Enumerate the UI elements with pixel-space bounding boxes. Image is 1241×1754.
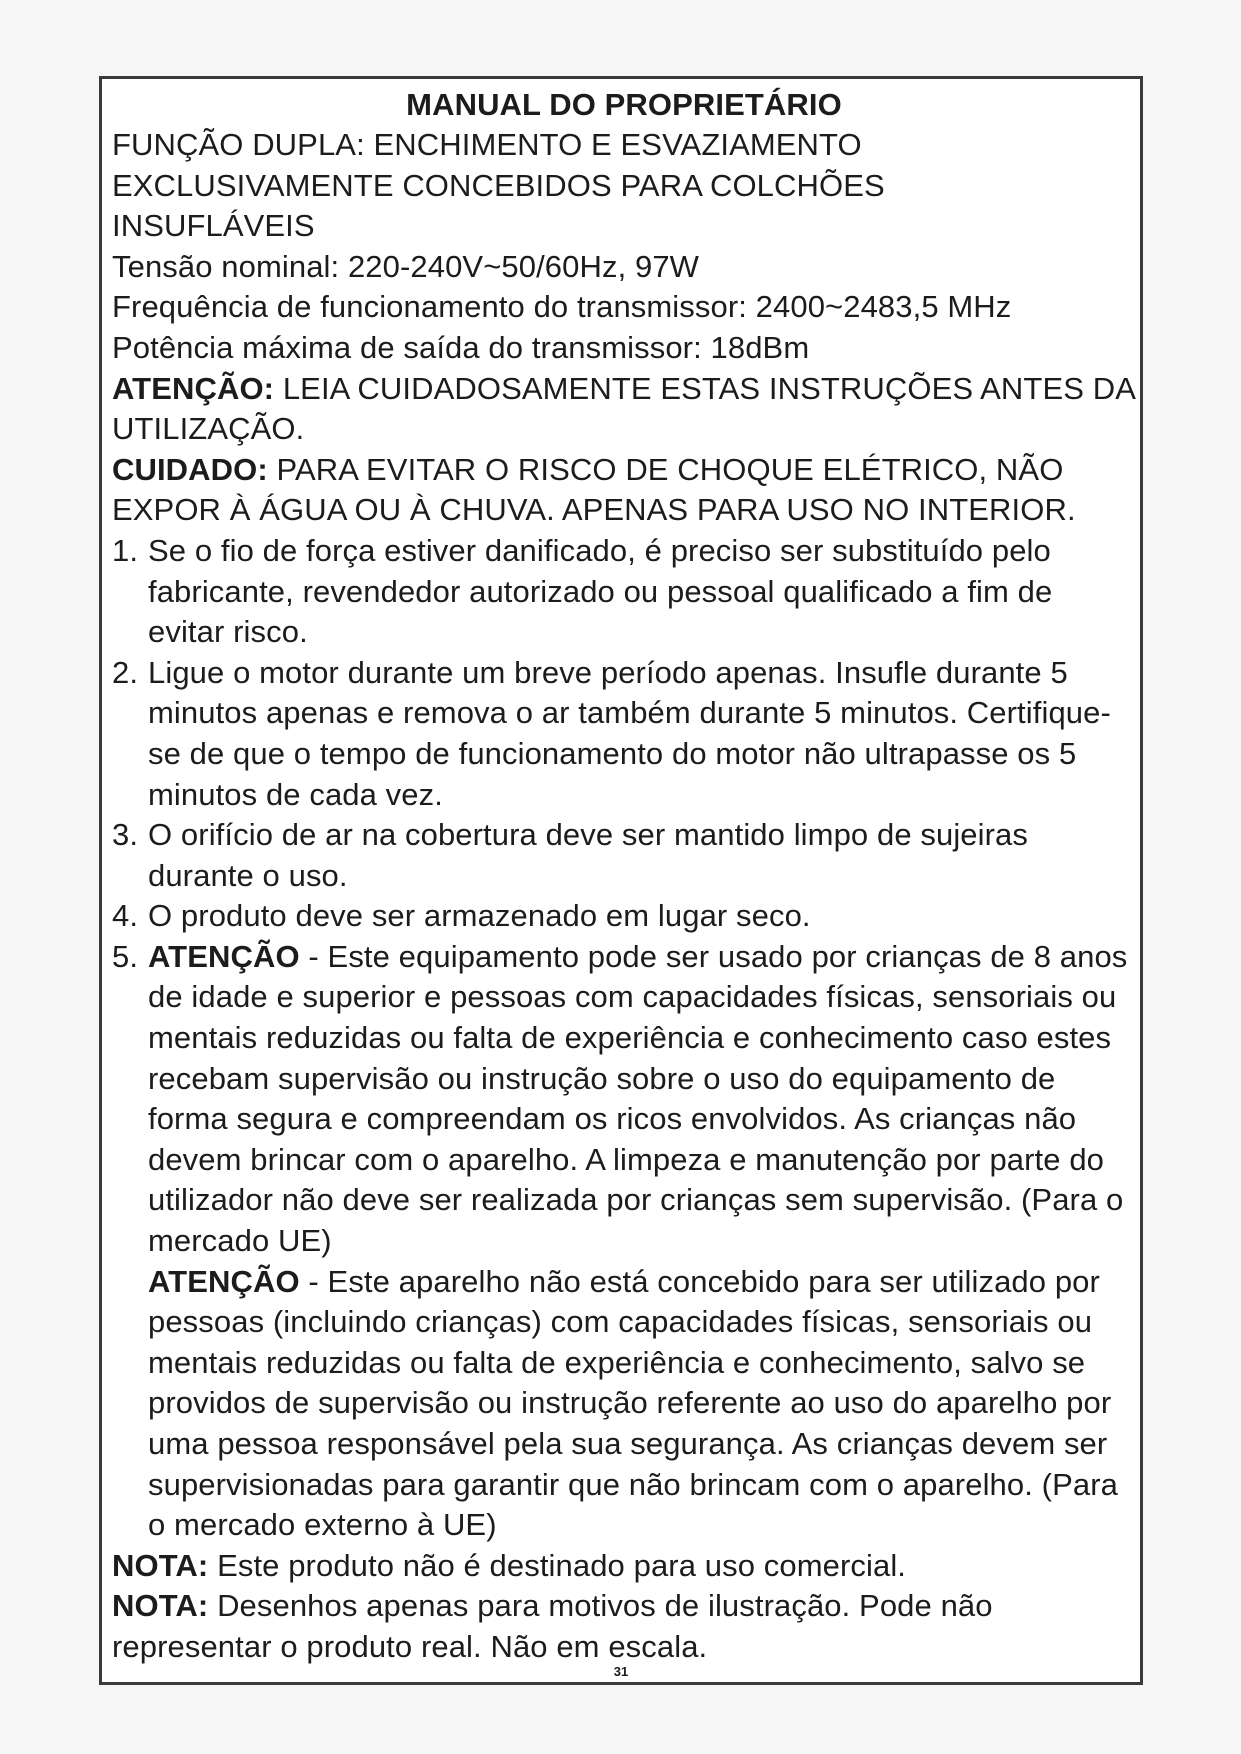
page-number: 31 (613, 1664, 629, 1679)
manual-content (112, 85, 1136, 1668)
attention-paragraph (112, 369, 1136, 450)
item-number: 5. (112, 938, 139, 974)
non-eu-warning (148, 1262, 1136, 1546)
warning-label: ATENÇÃO (148, 1263, 300, 1299)
note-text: Este produto não é destinado para uso comercial. (208, 1547, 907, 1583)
transmitter-frequency: Frequência de funcionamento do transmissor: 2400~2483,5 MHz (112, 289, 1012, 325)
eu-warning (148, 937, 1136, 1262)
header-line: EXCLUSIVAMENTE CONCEBIDOS PARA COLCHÕES (112, 167, 885, 203)
transmitter-power: Potência máxima de saída do transmissor: 18dBm (112, 329, 810, 365)
list-item (112, 815, 1136, 896)
caution-paragraph (112, 450, 1136, 531)
note-paragraph (112, 1586, 1136, 1667)
list-item (112, 531, 1136, 653)
note-paragraph (112, 1546, 1136, 1587)
header-line: INSUFLÁVEIS (112, 208, 315, 244)
warning-text: - Este aparelho não está concebido para ser utilizado por pessoas (incluindo crianças) com capacidades físicas, sensoriais ou mentais reduzidas ou falta de experiência e conhecimento, salvo se providos de supervisão ou instrução referente ao uso do aparelho por uma pessoa responsável pela sua segurança. As crianças devem ser supervisionadas para garantir que não brincam com o aparelho. (Para o mercado externo à UE) (148, 1263, 1118, 1543)
item-text: Se o fio de força estiver danificado, é preciso ser substituído pelo fabricante, revendedor autorizado ou pessoal qualificado a fim de evitar risco. (148, 532, 1053, 650)
item-number: 1. (112, 532, 139, 568)
note-label: NOTA: (112, 1588, 209, 1624)
page-title: MANUAL DO PROPRIETÁRIO (406, 87, 842, 122)
header-line: FUNÇÃO DUPLA: ENCHIMENTO E ESVAZIAMENTO (112, 127, 862, 162)
attention-label: ATENÇÃO: (112, 370, 275, 406)
item-text: Ligue o motor durante um breve período apenas. Insufle durante 5 minutos apenas e remova o ar também durante 5 minutos. Certifique-se de que o tempo de funcionamento do motor não ultrapasse os 5 minutos de cada vez. (148, 654, 1111, 812)
item-text: O produto deve ser armazenado em lugar seco. (148, 898, 811, 934)
item-text: O orifício de ar na cobertura deve ser mantido limpo de sujeiras durante o uso. (148, 817, 1028, 893)
warning-text: - Este equipamento pode ser usado por crianças de 8 anos de idade e superior e pessoas com capacidades físicas, sensoriais ou mentais reduzidas ou falta de experiência e conhecimento caso estes recebam supervisão ou instrução sobre o uso do equipamento de forma segura e compreendam os ricos envolvidos. As crianças não devem brincar com o aparelho. A limpeza e manutenção por parte do utilizador não deve ser realizada por crianças sem supervisão. (Para o mercado UE) (148, 938, 1128, 1259)
warning-label: ATENÇÃO (148, 938, 300, 974)
list-item (112, 937, 1136, 1546)
attention-text: LEIA CUIDADOSAMENTE ESTAS INSTRUÇÕES ANTES DA UTILIZAÇÃO. (112, 370, 1135, 447)
instruction-list (112, 531, 1136, 1546)
manual-page-frame (99, 76, 1143, 1685)
note-label: NOTA: (112, 1547, 209, 1583)
item-number: 4. (112, 898, 139, 934)
list-item (112, 896, 1136, 937)
item-number: 2. (112, 654, 139, 690)
caution-label: CUIDADO: (112, 451, 268, 487)
list-item (112, 653, 1136, 815)
rated-voltage: Tensão nominal: 220-240V~50/60Hz, 97W (112, 248, 700, 284)
item-number: 3. (112, 817, 139, 853)
caution-text: PARA EVITAR O RISCO DE CHOQUE ELÉTRICO, NÃO EXPOR À ÁGUA OU À CHUVA. APENAS PARA USO NO INTERIOR. (112, 451, 1076, 528)
note-text: Desenhos apenas para motivos de ilustração. Pode não representar o produto real. Não em escala. (112, 1588, 993, 1664)
